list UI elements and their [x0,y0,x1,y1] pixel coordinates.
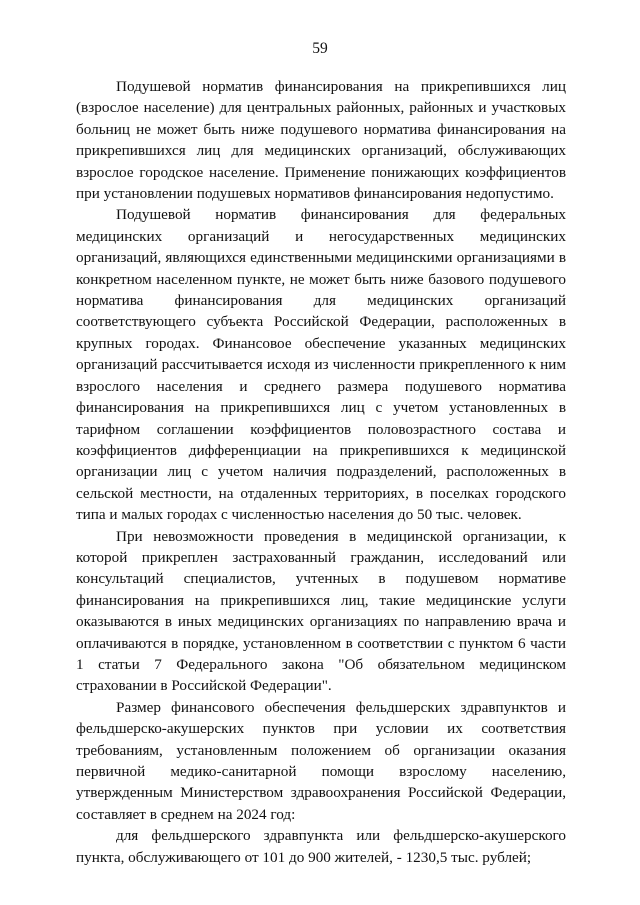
paragraph-federal-organizations: Подушевой норматив финансирования для федеральных медицинских организаций и негосударственных медицинских организаций, являющихся единственными медицинскими организациями в конкретном населенном пункте, не может быть ниже базового подушевого норматива финансирования для медицинских организаций соответствующего субъекта Российской Федерации, расположенных в крупных городах. Финансовое обеспечение указанных медицинских организаций рассчитывается исходя из численности прикрепленного к ним взрослого населения и среднего размера подушевого норматива финансирования на прикрепившихся лиц с учетом установленных в тарифном соглашении коэффициентов половозрастного состава и коэффициентов дифференциации на прикрепившихся к медицинской организации лиц с учетом наличия подразделений, расположенных в сельской местности, на отдаленных территориях, в поселках городского типа и малых городах с численностью населения до 50 тыс. человек. [76,206,566,524]
paragraph-impossibility-of-research: При невозможности проведения в медицинской организации, к которой прикреплен застрахованный гражданин, исследований или консультаций специалистов, учтенных в подушевом нормативе финансирования на прикрепившихся лиц, такие медицинские услуги оказываются в иных медицинских организациях по направлению врача и оплачиваются в порядке, установленном в соответствии с пунктом 6 части 1 статьи 7 Федерального закона "Об обязательном медицинском страховании в Российской Федерации". [76,527,566,695]
paragraph-per-capita-standard: Подушевой норматив финансирования на прикрепившихся лиц (взрослое население) для центральных районных, районных и участковых больниц не может быть ниже подушевого норматива финансирования на прикрепившихся лиц для медицинских организаций, обслуживающих взрослое городское население. Применение понижающих коэффициентов при установлении подушевых нормативов финансирования недопустимо. [76,78,566,203]
document-body [76,76,566,868]
page-number: 59 [312,40,328,57]
paragraph-feldsher-funding: Размер финансового обеспечения фельдшерских здравпунктов и фельдшерско-акушерских пунктов при условии их соответствия требованиям, установленным положением об организации оказания первичной медико-санитарной помощи взрослому населению, утвержденным Министерством здравоохранения Российской Федерации, составляет в среднем на 2024 год: [76,698,566,823]
paragraph-feldsher-101-900: для фельдшерского здравпункта или фельдшерско-акушерского пункта, обслуживающего от 101 до 900 жителей, - 1230,5 тыс. рублей; [76,827,566,866]
